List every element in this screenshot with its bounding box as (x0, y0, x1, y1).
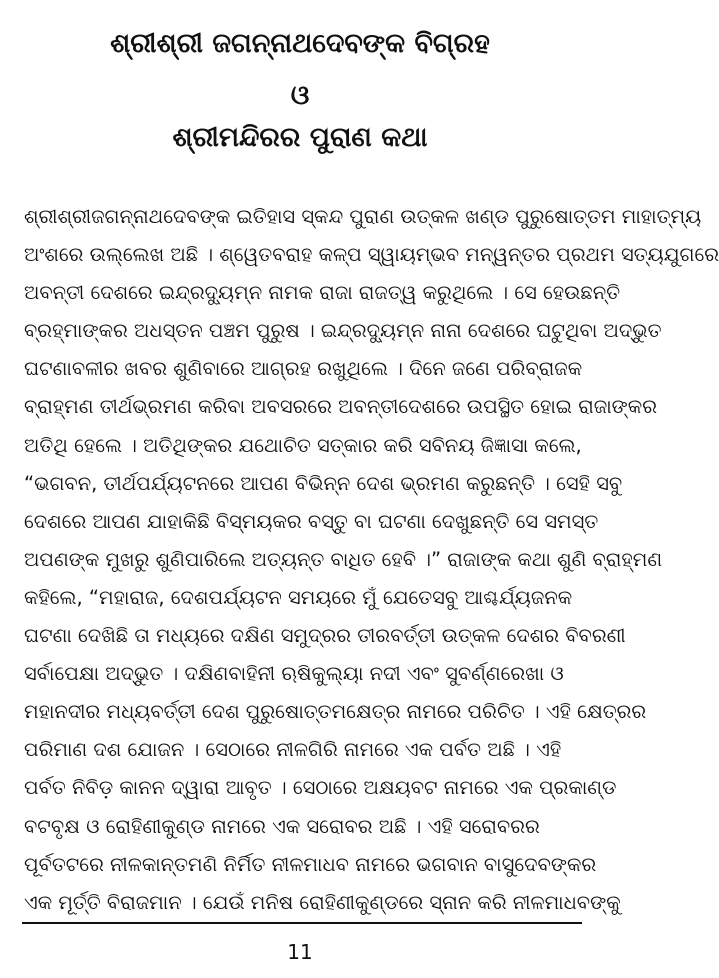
body-line: ବ୍ରହ୍ମାଙ୍କର ଅଧସ୍ତନ ପଞ୍ଚମ ପୁରୁଷ । ଇନ୍ଦ୍ରଦ୍ୟୁମ୍ନ ନାନା ଦେଶରେ ଘଟୁଥିବା ଅଦ୍ଭୁତ (24, 319, 662, 343)
footer-divider (22, 922, 582, 924)
body-line: ଅପଣଙ୍କ ମୁଖରୁ ଶୁଣିପାରିଲେ ଅତ୍ୟନ୍ତ ବାଧିତ ହେବି ।” ରାଜାଙ୍କ କଥା ଶୁଣି ବ୍ରାହ୍ମଣ (24, 547, 663, 571)
body-line: ସର୍ବାପେକ୍ଷା ଅଦ୍ଭୁତ । ଦକ୍ଷିଣବାହିନୀ ଋଷିକୁଲ୍ୟା ନଦୀ ଏବଂ ସୁବର୍ଣ୍ଣରେଖା ଓ (24, 662, 564, 686)
body-line: ପର୍ବତ ନିବିଡ଼ କାନନ ଦ୍ୱାରା ଆବୃତ । ସେଠାରେ ଅକ୍ଷୟବଟ ନାମରେ ଏକ ପ୍ରକାଣ୍ଡ (24, 776, 617, 800)
body-line: ଦେଶରେ ଆପଣ ଯାହାକିଛି ବିସ୍ମୟକର ବସ୍ତୁ ବା ଘଟଣା ଦେଖୁଛନ୍ତି ସେ ସମସ୍ତ (24, 509, 599, 533)
body-line: “ଭଗବନ, ତୀର୍ଥପର୍ଯ୍ୟଟନରେ ଆପଣ ବିଭିନ୍ନ ଦେଶ ଭ୍ରମଣ କରୁଛନ୍ତି । ସେହି ସବୁ (24, 471, 623, 495)
body-line: ଅତିଥି ହେଲେ । ଅତିଥିଙ୍କର ଯଥୋଚିତ ସତ୍କାର କରି ସବିନୟ ଜିଜ୍ଞାସା କଲେ, (24, 433, 582, 457)
body-line: ପୂର୍ବତଟରେ ନୀଳକାନ୍ତମଣି ନିର୍ମିତ ନୀଳମାଧବ ନାମରେ ଭଗବାନ ବାସୁଦେବଙ୍କର (24, 852, 597, 876)
body-line: ପରିମାଣ ଦଶ ଯୋଜନ । ସେଠାରେ ନୀଳଗିରି ନାମରେ ଏକ ପର୍ବତ ଅଛି । ଏହି (24, 738, 562, 762)
body-line: ମହାନଦୀର ମଧ୍ୟବର୍ତ୍ତୀ ଦେଶ ପୁରୁଷୋତ୍ତମକ୍ଷେତ୍ର ନାମରେ ପରିଚିତ । ଏହି କ୍ଷେତ୍ରର (24, 700, 647, 724)
body-line: ଶ୍ରୀଶ୍ରୀଜଗନ୍ନାଥଦେବଙ୍କ ଇତିହାସ ସ୍କନ୍ଦ ପୁରାଣ ଉତ୍କଳ ଖଣ୍ଡ ପୁରୁଷୋତ୍ତମ ମାହାତ୍ମ୍ୟ (24, 205, 702, 228)
body-line: ବଟବୃକ୍ଷ ଓ ରୋହିଣୀକୁଣ୍ଡ ନାମରେ ଏକ ସରୋବର ଅଛି । ଏହି ସରୋବରର (24, 814, 540, 838)
body-line: ଏକ ମୂର୍ତ୍ତି ବିରାଜମାନ । ଯେଉଁ ମନିଷ ରୋହିଣୀକୁଣ୍ଡରେ ସ୍ନାନ କରି ନୀଳମାଧବଙ୍କୁ (24, 890, 621, 914)
body-line: ଘଟଣାବଳୀର ଖବର ଶୁଣିବାରେ ଆଗ୍ରହ ରଖୁଥିଲେ । ଦିନେ ଜଣେ ପରିବ୍ରାଜକ (24, 357, 583, 381)
page-number: 11 (287, 940, 313, 964)
chapter-title-conjunction: ଓ (290, 80, 310, 111)
body-paragraph (24, 198, 719, 922)
chapter-title-line-1: ଶ୍ରୀଶ୍ରୀ ଜଗନ୍ନାଥଦେବଙ୍କ ବିଗ୍ରହ (110, 28, 490, 59)
body-line: କହିଲେ, “ମହାରାଜ, ଦେଶପର୍ଯ୍ୟଟନ ସମୟରେ ମୁଁ ଯେତେସବୁ ଆଶ୍ଚର୍ଯ୍ୟଜନକ (24, 585, 573, 609)
body-line: ବ୍ରାହ୍ମଣ ତୀର୍ଥଭ୍ରମଣ କରିବା ଅବସରରେ ଅବନ୍ତୀଦେଶରେ ଉପସ୍ଥିତ ହୋଇ ରାଜାଙ୍କର (24, 395, 657, 419)
body-line: ଅବନ୍ତୀ ଦେଶରେ ଇନ୍ଦ୍ରଦ୍ୟୁମ୍ନ ନାମକ ରାଜା ରାଜତ୍ୱ କରୁଥିଲେ । ସେ ହେଉଛନ୍ତି (24, 281, 621, 305)
body-line: ଘଟଣା ଦେଖିଛି ତା ମଧ୍ୟରେ ଦକ୍ଷିଣ ସମୁଦ୍ରର ତୀରବର୍ତ୍ତୀ ଉତ୍କଳ ଦେଶର ବିବରଣୀ (24, 624, 626, 648)
body-line: ଅଂଶରେ ଉଲ୍ଲେଖ ଅଛି । ଶ୍ୱେତବରାହ କଳ୍ପ ସ୍ୱାୟମ୍ଭବ ମନ୍ୱନ୍ତର ପ୍ରଥମ ସତ୍ୟଯୁଗରେ (24, 243, 719, 267)
chapter-title-line-2: ଶ୍ରୀମନ୍ଦିରର ପୁରାଣ କଥା (172, 122, 428, 153)
